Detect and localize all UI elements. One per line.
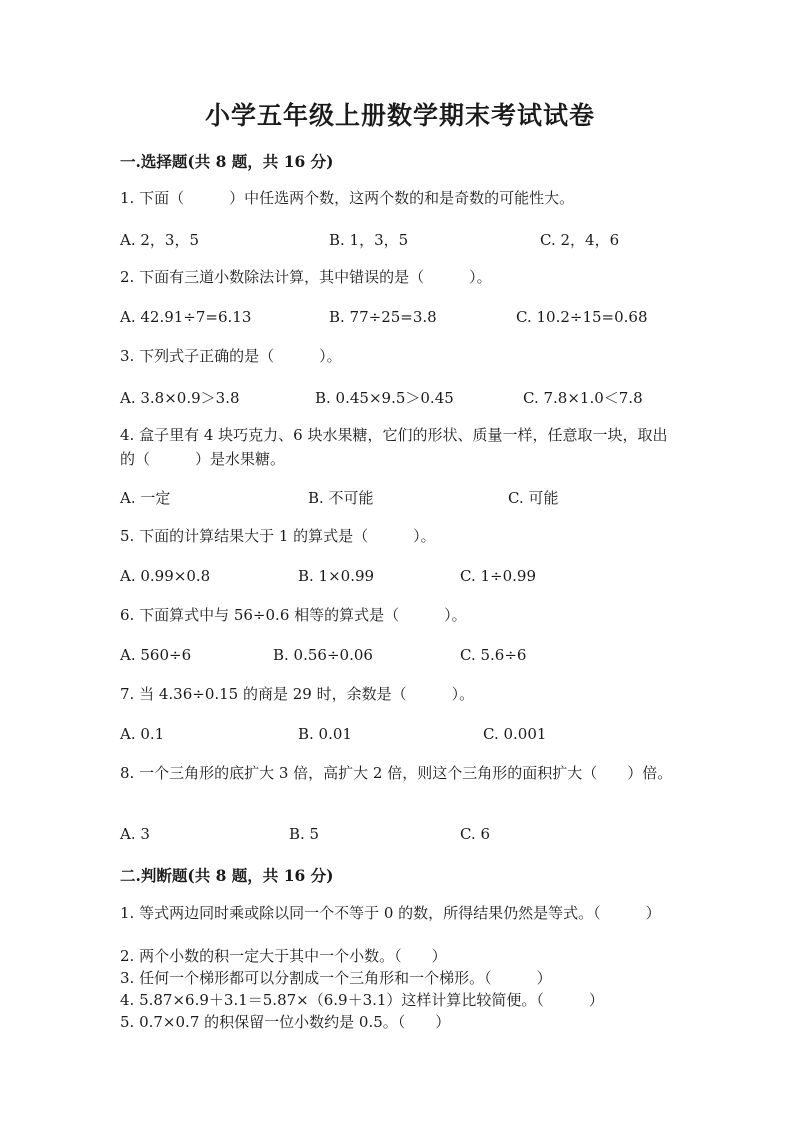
option-a: A. 3.8×0.9＞3.8 [120, 389, 240, 407]
option-b: B. 0.56÷0.06 [273, 646, 373, 664]
option-a: A. 一定 [120, 489, 171, 507]
option-a: A. 0.1 [120, 725, 165, 743]
judgement-item: 3. 任何一个梯形都可以分割成一个三角形和一个梯形。（ ） [120, 969, 552, 987]
option-b: B. 不可能 [308, 489, 374, 507]
question-stem: 5. 下面的计算结果大于 1 的算式是（ ）。 [120, 527, 436, 545]
page-title: 小学五年级上册数学期末考试试卷 [204, 101, 595, 130]
option-a: A. 3 [120, 825, 150, 843]
judgement-item: 5. 0.7×0.7 的积保留一位小数约是 0.5。（ ） [120, 1013, 451, 1031]
judgement-item: 1. 等式两边同时乘或除以同一个不等于 0 的数，所得结果仍然是等式。（ ） [120, 904, 661, 922]
option-b: B. 77÷25=3.8 [329, 308, 437, 326]
option-a: A. 0.99×0.8 [120, 567, 211, 585]
judgement-item: 4. 5.87×6.9＋3.1＝5.87×（6.9＋3.1）这样计算比较简便。（ ） [120, 991, 604, 1009]
question-stem: 6. 下面算式中与 56÷0.6 相等的算式是（ ）。 [120, 606, 467, 624]
option-c: C. 10.2÷15=0.68 [516, 308, 648, 326]
question-stem: 4. 盒子里有 4 块巧克力、6 块水果糖，它们的形状、质量一样，任意取一块，取出的（ ）是水果糖。 [120, 426, 668, 468]
question-stem: 2. 下面有三道小数除法计算，其中错误的是（ ）。 [120, 268, 492, 286]
question-stem: 3. 下列式子正确的是（ ）。 [120, 347, 342, 365]
question-stem: 7. 当 4.36÷0.15 的商是 29 时，余数是（ ）。 [120, 685, 475, 703]
option-b: B. 0.45×9.5＞0.45 [315, 389, 454, 407]
option-b: B. 5 [289, 825, 320, 843]
option-c: C. 2，4，6 [540, 231, 620, 249]
section-heading-judgement: 二.判断题(共 8 题，共 16 分) [120, 866, 334, 885]
question-stem: 1. 下面（ ）中任选两个数，这两个数的和是奇数的可能性大。 [120, 189, 575, 207]
option-c: C. 1÷0.99 [460, 567, 536, 585]
option-c: C. 0.001 [483, 725, 547, 743]
option-a: A. 2，3，5 [120, 231, 199, 249]
option-b: B. 0.01 [298, 725, 352, 743]
judgement-item: 2. 两个小数的积一定大于其中一个小数。（ ） [120, 947, 447, 965]
option-b: B. 1×0.99 [298, 567, 375, 585]
question-stem: 8. 一个三角形的底扩大 3 倍，高扩大 2 倍，则这个三角形的面积扩大（ ）倍。 [120, 764, 673, 782]
option-a: A. 42.91÷7=6.13 [120, 308, 252, 326]
option-c: C. 7.8×1.0＜7.8 [523, 389, 643, 407]
section-heading-choice: 一.选择题(共 8 题，共 16 分) [120, 152, 334, 171]
option-c: C. 可能 [508, 489, 559, 507]
option-c: C. 6 [460, 825, 491, 843]
option-c: C. 5.6÷6 [460, 646, 527, 664]
option-a: A. 560÷6 [120, 646, 192, 664]
option-b: B. 1，3，5 [329, 231, 409, 249]
